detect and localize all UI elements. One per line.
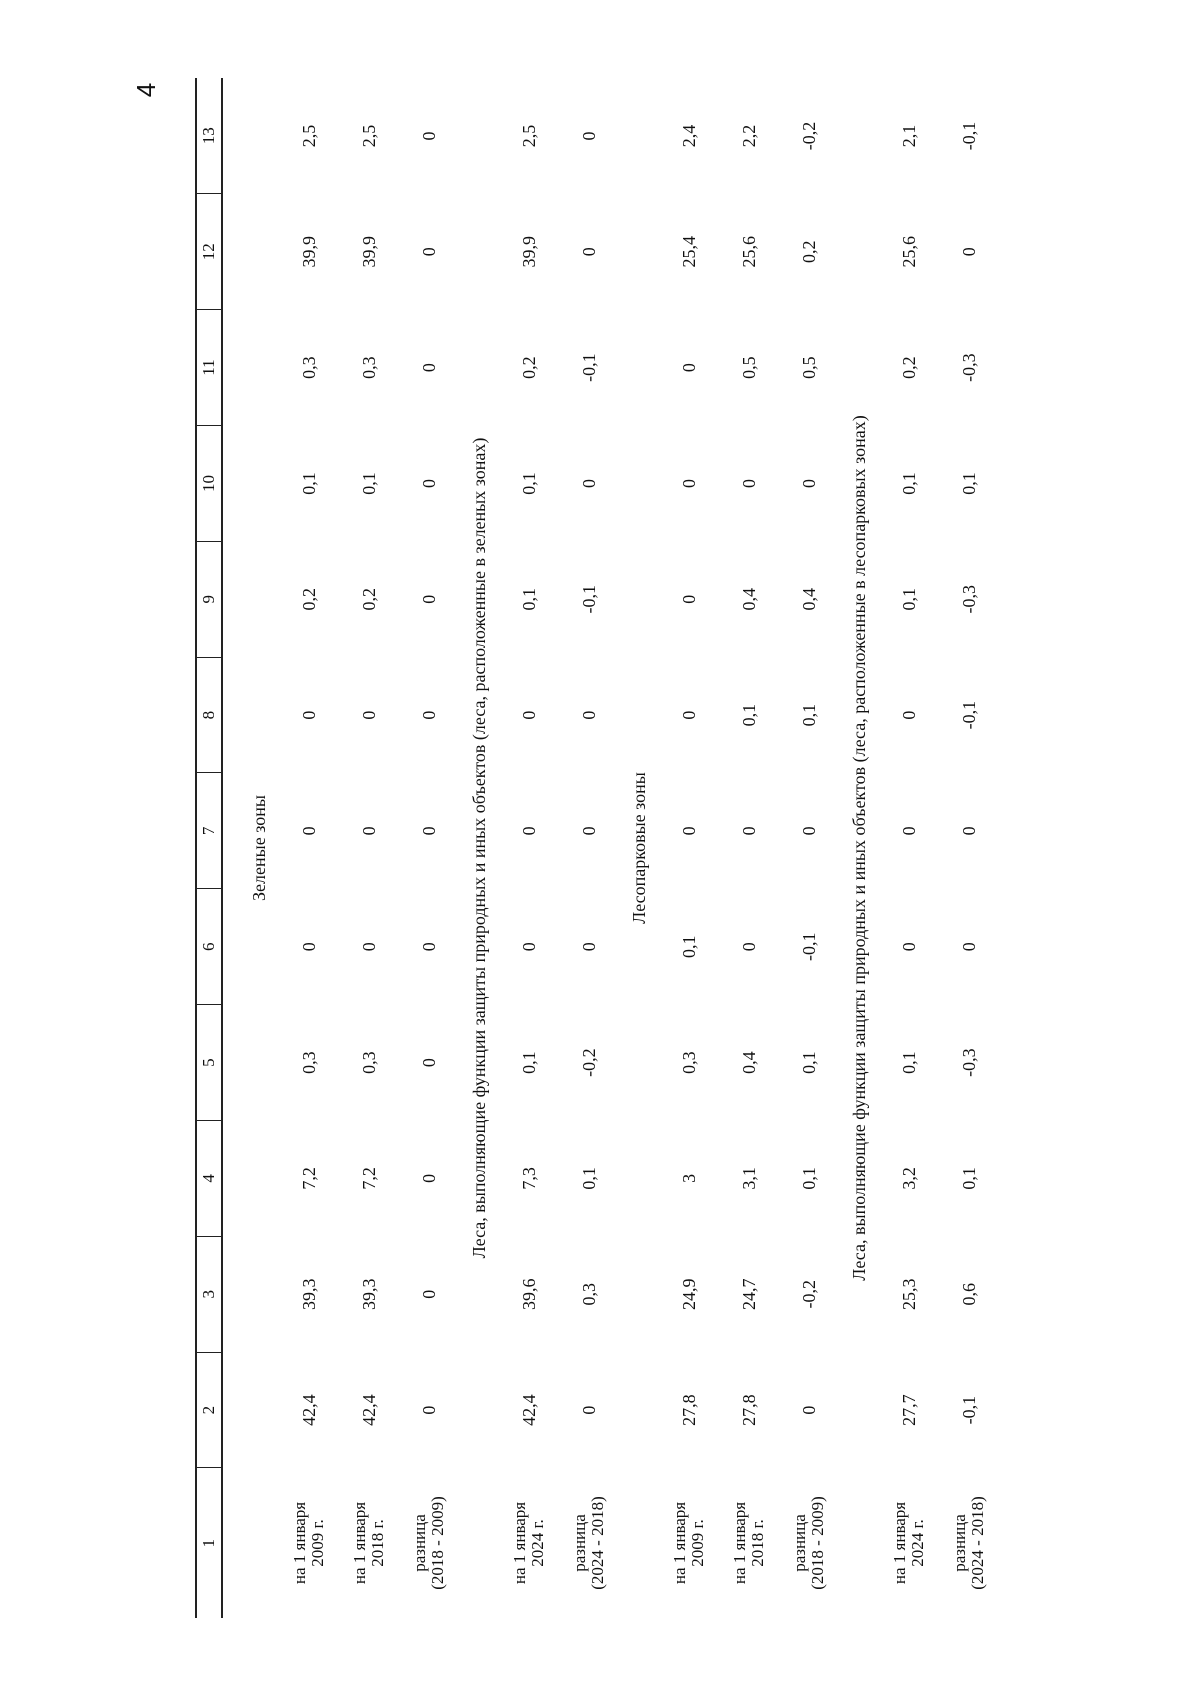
row-label-line: разница bbox=[410, 1514, 429, 1572]
table-cell: 3,1 bbox=[738, 1167, 759, 1190]
column-number-13: 13 bbox=[196, 78, 222, 194]
column-number-row bbox=[196, 78, 222, 1618]
table-cell: 39,9 bbox=[518, 236, 539, 268]
table-cell: -0,3 bbox=[958, 585, 979, 614]
table-cell: 0 bbox=[358, 826, 379, 836]
column-number-9: 9 bbox=[196, 541, 222, 657]
column-number-10: 10 bbox=[196, 426, 222, 542]
table-body bbox=[222, 78, 999, 1618]
row-label-line: (2024 - 2018) bbox=[588, 1496, 607, 1590]
table-cell: 27,8 bbox=[678, 1394, 699, 1426]
table-cell: 0 bbox=[418, 1173, 439, 1183]
table-cell: 0 bbox=[898, 710, 919, 720]
table-cell: 0 bbox=[678, 478, 699, 488]
table-cell: 39,6 bbox=[518, 1278, 539, 1310]
table-cell: 0,1 bbox=[738, 703, 759, 727]
table-cell: 0 bbox=[578, 478, 599, 488]
table-cell: 0,1 bbox=[518, 588, 539, 611]
table-row bbox=[719, 78, 779, 1618]
table-cell: -0,3 bbox=[958, 1048, 979, 1077]
row-label-line: 2009 г. bbox=[308, 1519, 327, 1567]
forest-zones-table bbox=[195, 78, 999, 1618]
table-cell: 0 bbox=[418, 826, 439, 836]
table-cell: 0 bbox=[678, 594, 699, 604]
table-cell: 0 bbox=[518, 710, 539, 720]
table-cell: 0 bbox=[298, 942, 319, 952]
column-number-12: 12 bbox=[196, 194, 222, 310]
table-cell: 0 bbox=[418, 1289, 439, 1299]
column-number-1: 1 bbox=[196, 1468, 222, 1618]
table-row bbox=[279, 78, 339, 1618]
spacer-row bbox=[222, 78, 239, 1618]
table-cell: 0,3 bbox=[358, 356, 379, 379]
table-cell: 0 bbox=[678, 826, 699, 836]
table-cell: 7,2 bbox=[358, 1167, 379, 1190]
section-title-row bbox=[459, 78, 499, 1618]
table-cell: 0 bbox=[798, 1405, 819, 1415]
row-label bbox=[659, 1468, 719, 1618]
table-cell: 0 bbox=[418, 594, 439, 604]
table-cell: 0,3 bbox=[678, 1051, 699, 1074]
page-number: 4 bbox=[130, 82, 161, 98]
table-cell: 0,1 bbox=[678, 935, 699, 958]
table-cell: -0,3 bbox=[958, 353, 979, 382]
table-cell: 0,2 bbox=[358, 588, 379, 611]
row-label-line: 2018 г. bbox=[368, 1519, 387, 1567]
row-label-line: (2024 - 2018) bbox=[968, 1496, 987, 1590]
row-label bbox=[939, 1468, 999, 1618]
section-title: Зеленые зоны bbox=[248, 795, 269, 901]
table-cell: 0 bbox=[418, 1058, 439, 1068]
table-row bbox=[659, 78, 719, 1618]
table-cell: -0,1 bbox=[798, 932, 819, 961]
table-cell: 27,7 bbox=[898, 1394, 919, 1426]
row-label-line: на 1 января bbox=[670, 1501, 689, 1585]
table-cell: 0 bbox=[958, 247, 979, 257]
table-cell: -0,2 bbox=[578, 1048, 599, 1077]
table-cell: 0 bbox=[898, 942, 919, 952]
table-cell: 0 bbox=[578, 1405, 599, 1415]
table-cell: 0,4 bbox=[738, 588, 759, 611]
table-cell: 0 bbox=[518, 942, 539, 952]
table-row bbox=[939, 78, 999, 1618]
row-label bbox=[779, 1468, 839, 1618]
table-cell: 0,1 bbox=[958, 1167, 979, 1190]
row-label-line: 2024 г. bbox=[908, 1519, 927, 1567]
table-cell: 25,6 bbox=[898, 236, 919, 268]
table-cell: 42,4 bbox=[518, 1394, 539, 1426]
table-cell: 0 bbox=[738, 478, 759, 488]
row-label bbox=[279, 1468, 339, 1618]
table-cell: 0,5 bbox=[738, 356, 759, 379]
row-label bbox=[719, 1468, 779, 1618]
table-cell: 0,2 bbox=[298, 588, 319, 611]
row-label-line: на 1 января bbox=[510, 1501, 529, 1585]
table-cell: 0 bbox=[798, 478, 819, 488]
table-cell: 0 bbox=[358, 710, 379, 720]
table-cell: 0,1 bbox=[358, 472, 379, 495]
table-cell: 0,1 bbox=[898, 588, 919, 611]
row-label bbox=[559, 1468, 619, 1618]
table-cell: 0,3 bbox=[298, 1051, 319, 1074]
table-cell: 7,3 bbox=[518, 1167, 539, 1190]
table-row bbox=[399, 78, 459, 1618]
table-cell: 0 bbox=[518, 826, 539, 836]
rotated-table-container bbox=[195, 78, 1200, 1618]
column-number-2: 2 bbox=[196, 1352, 222, 1468]
table-cell: 0,2 bbox=[518, 356, 539, 379]
section-title-row bbox=[619, 78, 659, 1618]
table-cell: 0 bbox=[958, 826, 979, 836]
table-cell: 0,3 bbox=[578, 1282, 599, 1306]
table-cell: 0 bbox=[298, 710, 319, 720]
section-title-row bbox=[239, 78, 279, 1618]
table-row bbox=[779, 78, 839, 1618]
table-cell: -0,1 bbox=[578, 585, 599, 614]
table-cell: 0,2 bbox=[898, 356, 919, 379]
table-cell: 0,6 bbox=[958, 1282, 979, 1306]
table-cell: 7,2 bbox=[298, 1167, 319, 1190]
table-cell: -0,1 bbox=[578, 353, 599, 382]
table-cell: 27,8 bbox=[738, 1394, 759, 1426]
table-cell: 0 bbox=[418, 363, 439, 373]
table-cell: -0,1 bbox=[958, 700, 979, 730]
table-cell: 24,7 bbox=[738, 1278, 759, 1310]
table-cell: 24,9 bbox=[678, 1278, 699, 1310]
table-cell: 42,4 bbox=[358, 1394, 379, 1426]
row-label-line: разница bbox=[950, 1514, 969, 1572]
table-cell: 0,1 bbox=[898, 472, 919, 495]
table-cell: 0 bbox=[418, 247, 439, 257]
column-number-11: 11 bbox=[196, 310, 222, 426]
row-label-line: на 1 января bbox=[350, 1501, 369, 1585]
table-cell: 2,5 bbox=[298, 124, 319, 148]
table-cell: 39,3 bbox=[298, 1278, 319, 1310]
table-cell: 0,3 bbox=[358, 1051, 379, 1074]
column-number-8: 8 bbox=[196, 657, 222, 773]
row-label-line: (2018 - 2009) bbox=[808, 1496, 827, 1590]
table-cell: 2,5 bbox=[518, 124, 539, 148]
table-cell: -0,2 bbox=[798, 121, 819, 151]
table-cell: 0 bbox=[418, 1405, 439, 1415]
table-cell: 0 bbox=[418, 710, 439, 720]
table-cell: 39,9 bbox=[298, 236, 319, 268]
table-cell: 0 bbox=[358, 942, 379, 952]
row-label bbox=[499, 1468, 559, 1618]
row-label bbox=[339, 1468, 399, 1618]
row-label-line: разница bbox=[570, 1514, 589, 1572]
row-label-line: 2009 г. bbox=[688, 1519, 707, 1567]
table-cell: 39,3 bbox=[358, 1278, 379, 1310]
table-cell: 2,4 bbox=[678, 124, 699, 148]
table-cell: 0 bbox=[678, 710, 699, 720]
row-label bbox=[879, 1468, 939, 1618]
table-cell: 0 bbox=[418, 131, 439, 141]
table-cell: 0,1 bbox=[958, 472, 979, 495]
table-cell: 0 bbox=[898, 826, 919, 836]
table-cell: 0 bbox=[738, 942, 759, 952]
table-cell: 0,5 bbox=[798, 356, 819, 379]
section-title: Леса, выполняющие функции защиты природных и иных объектов (леса, расположенные в зеленых зонах) bbox=[468, 437, 489, 1259]
table-row bbox=[879, 78, 939, 1618]
table-cell: 0,1 bbox=[518, 1051, 539, 1074]
section-title: Леса, выполняющие функции защиты природных и иных объектов (леса, расположенные в лесопарковых зонах) bbox=[848, 415, 869, 1281]
table-cell: 0 bbox=[578, 131, 599, 141]
table-cell: 0,1 bbox=[898, 1051, 919, 1074]
table-cell: -0,1 bbox=[958, 121, 979, 151]
column-number-4: 4 bbox=[196, 1120, 222, 1236]
row-label-line: 2024 г. bbox=[528, 1519, 547, 1567]
table-cell: 25,3 bbox=[898, 1278, 919, 1310]
table-cell: 0 bbox=[418, 478, 439, 488]
table-cell: 0,2 bbox=[798, 240, 819, 264]
table-cell: 0,4 bbox=[798, 588, 819, 611]
table-cell: 3 bbox=[678, 1173, 699, 1183]
table-cell: 3,2 bbox=[898, 1167, 919, 1190]
row-label-line: на 1 января bbox=[890, 1501, 909, 1585]
row-label-line: (2018 - 2009) bbox=[428, 1496, 447, 1590]
table-cell: 25,4 bbox=[678, 236, 699, 268]
table-row bbox=[339, 78, 399, 1618]
section-title: Лесопарковые зоны bbox=[628, 772, 649, 924]
row-label-line: на 1 января bbox=[730, 1501, 749, 1585]
table-cell: 0 bbox=[578, 247, 599, 257]
table-cell: 2,2 bbox=[738, 124, 759, 148]
section-title-row bbox=[839, 78, 879, 1618]
table-cell: 0 bbox=[958, 942, 979, 952]
table-cell: 39,9 bbox=[358, 236, 379, 268]
table-cell: 0,1 bbox=[798, 1167, 819, 1190]
table-cell: 42,4 bbox=[298, 1394, 319, 1426]
table-cell: 0 bbox=[578, 710, 599, 720]
table-cell: 0 bbox=[578, 942, 599, 952]
table-cell: 0,1 bbox=[518, 472, 539, 495]
column-number-7: 7 bbox=[196, 773, 222, 889]
table-row bbox=[559, 78, 619, 1618]
table-cell: 0 bbox=[298, 826, 319, 836]
table-cell: 0 bbox=[678, 363, 699, 373]
table-cell: 0,1 bbox=[798, 703, 819, 727]
table-cell: 0,1 bbox=[578, 1167, 599, 1190]
table-cell: 0,1 bbox=[298, 472, 319, 495]
row-label bbox=[399, 1468, 459, 1618]
table-cell: 0 bbox=[798, 826, 819, 836]
table-cell: 2,1 bbox=[898, 124, 919, 148]
table-cell: 0,4 bbox=[738, 1051, 759, 1074]
table-cell: -0,1 bbox=[958, 1395, 979, 1425]
column-number-5: 5 bbox=[196, 1005, 222, 1121]
row-label-line: разница bbox=[790, 1514, 809, 1572]
table-cell: 25,6 bbox=[738, 236, 759, 268]
row-label-line: на 1 января bbox=[290, 1501, 309, 1585]
table-cell: 0 bbox=[578, 826, 599, 836]
table-cell: 0,1 bbox=[798, 1051, 819, 1074]
table-cell: 0 bbox=[738, 826, 759, 836]
row-label-line: 2018 г. bbox=[748, 1519, 767, 1567]
column-number-6: 6 bbox=[196, 889, 222, 1005]
table-cell: 2,5 bbox=[358, 124, 379, 148]
table-cell: 0 bbox=[418, 942, 439, 952]
column-number-3: 3 bbox=[196, 1236, 222, 1352]
table-row bbox=[499, 78, 559, 1618]
table-cell: -0,2 bbox=[798, 1279, 819, 1309]
table-cell: 0,3 bbox=[298, 356, 319, 379]
